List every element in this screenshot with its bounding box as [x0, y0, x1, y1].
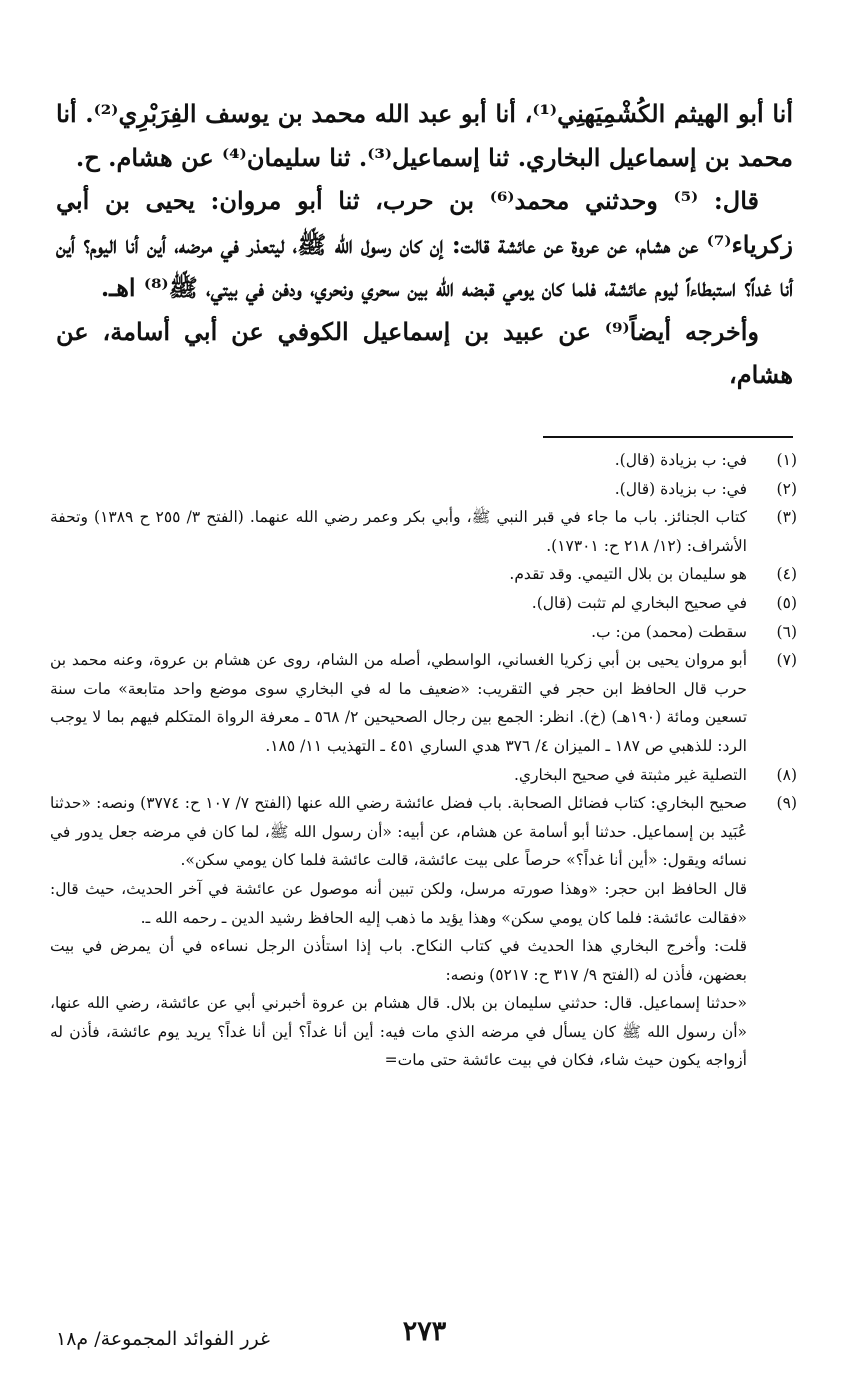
footnote-body [50, 589, 747, 618]
page-footer [56, 1316, 793, 1366]
running-footer: غرر الفوائد المجموعة/ م١٨ [56, 1328, 270, 1350]
footnote-number: (٧) [776, 651, 797, 670]
footnote-text: كتاب الجنائز. باب ما جاء في قبر النبي ﷺ، وأبي بكر وعمر رضي الله عنهما. (الفتح ٣/ ٢٥٥ ح ١٣٨٩) وتحفة الأشراف: (١٢/ ٢١٨ ح: ١٧٣٠١). [50, 508, 748, 555]
footnote-number: (٩) [776, 794, 797, 813]
footnote-body [50, 761, 747, 790]
footnote-body [50, 646, 747, 760]
main-paragraph: أنا أبو الهيثم الكُشْمِيَهنِي⁽¹⁾، أنا أبو عبد الله محمد بن يوسف الفِرَبْرِي⁽²⁾. أنا محمد بن إسماعيل البخاري. ثنا إسماعيل⁽³⁾. ثنا سليمان⁽⁴⁾ عن هشام. ح. [56, 99, 793, 172]
footnote [50, 560, 797, 589]
footnote [50, 761, 797, 790]
footnote-text: التصلية غير مثبتة في صحيح البخاري. [513, 765, 747, 784]
footnote [50, 618, 797, 647]
footnote-body [50, 446, 747, 475]
footnote-number: (١) [776, 451, 797, 469]
footnote-text: أبو مروان يحيى بن أبي زكريا الغساني، الواسطي، أصله من الشام، روى عن هشام بن عروة، وعنه محمد بن حرب قال الحافظ ابن حجر في التقريب: «ضعيف ما له في البخاري سوى موضع واحد متابعة» مات سنة تسعين ومائة (١٩٠هـ) (خ). انظر: الجمع بين رجال الصحيحين ٢/ ٥٦٨ ـ معرفة الرواة المتكلم فيهم بما لا يوجب الرد: للذهبي ص ١٨٧ ـ الميزان ٤/ ٣٧٦ هدي الساري ٤٥١ ـ التهذيب ١١/ ١٨٥. [50, 651, 748, 755]
footnote-body [50, 618, 747, 647]
footnote-number: (٦) [776, 622, 797, 641]
footnote-text: صحيح البخاري: كتاب فضائل الصحابة. باب فضل عائشة رضي الله عنها (الفتح ٧/ ١٠٧ ح: ٣٧٧٤) ونصه: «حدثنا عُبَيد بن إسماعيل. حدثنا أبو أسامة عن هشام، عن أبيه: «أن رسول الله ﷺ، لما كان في مرضه جعل يدور في نسائه ويقول: «أين أنا غداً؟» حرصاً على بيت عائشة، قالت عائشة فلما كان يومي سكن». [50, 794, 748, 870]
footnote-text: «حدثنا إسماعيل. قال: حدثني سليمان بن بلال. قال هشام بن عروة أخبرني أبي عن عائشة، رضي الله عنها، «أن رسول الله ﷺ كان يسأل في مرضه الذي مات فيه: أين أنا غداً؟ أين أنا غداً؟ يريد يوم عائشة، فأذن له أزواجه يكون حيث شاء، فكان في بيت عائشة حتى مات= [50, 994, 747, 1070]
footnote-text: قلت: وأخرج البخاري هذا الحديث في كتاب النكاح. باب إذا استأذن الرجل نساءه في أن يمرض في بيت بعضهن، فأذن له (الفتح ٩/ ٣١٧ ح: ٥٢١٧) ونصه: [50, 937, 747, 984]
footnote [50, 503, 797, 560]
footnote-number: (٤) [776, 565, 797, 584]
footnote-text: في صحيح البخاري لم تثبت (قال). [531, 593, 747, 612]
footnotes [50, 446, 797, 1075]
footnote [50, 789, 797, 1075]
footnote [50, 646, 797, 760]
footnote-body [50, 789, 747, 1075]
page-number: ٢٧٣ [402, 1316, 447, 1347]
footnote-separator [543, 436, 793, 438]
footnote [50, 446, 797, 475]
footnote-body [50, 475, 747, 504]
main-text [56, 92, 793, 397]
footnote-text: هو سليمان بن بلال التيمي. وقد تقدم. [509, 565, 747, 584]
footnote-text: في: ب بزيادة (قال). [614, 451, 747, 469]
footnote [50, 475, 797, 504]
footnote-text: سقطت (محمد) من: ب. [591, 622, 747, 641]
footnote-body [50, 560, 747, 589]
main-paragraph: قال: ⁽⁵⁾ وحدثني محمد⁽⁶⁾ بن حرب، ثنا أبو مروان: يحيى بن أبي زكرياء⁽⁷⁾ عن هشام، عن عروة عن عائشة قالت: إن كان رسول الله ﷺ، ليتعذر في مرضه، أين أنا اليوم؟ أين أنا غداً؟ استبطاءاً ليوم عائشة، فلما كان يومي قبضه الله بين سحري ونحري، ودفن في بيتي، ﷺ⁽⁸⁾ اهـ. [56, 186, 793, 302]
footnote-text: قال الحافظ ابن حجر: «وهذا صورته مرسل، ولكن تبين أنه موصول عن عائشة في آخر الحديث، حيث قال: «فقالت عائشة: فلما كان يومي سكن» وهذا يؤيد ما ذهب إليه الحافظ رشيد الدين ـ رحمه الله ـ. [50, 879, 747, 927]
footnote-number: (٢) [776, 479, 797, 498]
footnote-text: في: ب بزيادة (قال). [614, 479, 747, 498]
footnote-body [50, 503, 747, 560]
main-paragraph: وأخرجه أيضاً⁽⁹⁾ عن عبيد بن إسماعيل الكوفي عن أبي أسامة، عن هشام، [56, 316, 793, 389]
footnote [50, 589, 797, 618]
footnote-number: (٥) [776, 593, 797, 612]
footnote-number: (٣) [776, 508, 797, 527]
footnote-number: (٨) [776, 765, 797, 784]
